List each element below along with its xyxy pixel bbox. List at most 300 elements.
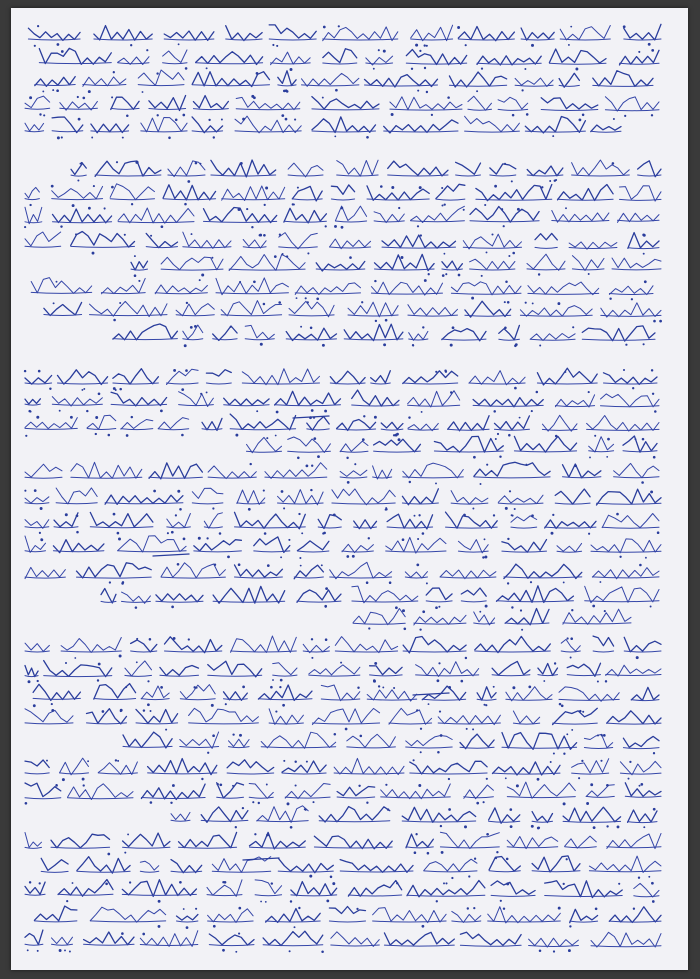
diacritic-dot <box>294 926 296 928</box>
diacritic-dot <box>570 657 572 659</box>
diacritic-dot <box>651 49 654 52</box>
handwriting-stroke <box>352 586 418 603</box>
handwriting-baseline <box>158 429 189 430</box>
diacritic-dot <box>500 900 502 902</box>
handwriting-stroke <box>286 328 336 340</box>
handwriting-baseline <box>44 676 112 677</box>
diacritic-dot <box>131 416 133 418</box>
handwriting-stroke <box>125 661 152 676</box>
diacritic-dot <box>485 704 487 706</box>
diacritic-dot <box>88 90 91 93</box>
handwriting-stroke <box>491 881 535 894</box>
handwriting-baseline <box>493 773 561 774</box>
handwriting-stroke <box>176 304 214 316</box>
diacritic-dot <box>263 303 266 306</box>
diacritic-dot <box>438 606 440 608</box>
diacritic-dot <box>184 203 187 206</box>
handwriting-stroke <box>340 470 367 476</box>
handwriting-stroke <box>446 512 498 528</box>
diacritic-dot <box>566 858 568 860</box>
diacritic-dot <box>80 163 82 165</box>
handwriting-stroke <box>335 637 397 653</box>
handwriting-stroke <box>555 395 594 407</box>
handwriting-stroke <box>589 856 661 872</box>
handwriting-stroke <box>456 162 481 174</box>
handwriting-baseline <box>465 131 520 132</box>
handwriting-stroke <box>90 512 153 527</box>
handwriting-baseline <box>237 503 265 504</box>
handwriting-stroke <box>515 78 553 87</box>
handwriting-stroke <box>572 160 630 175</box>
diacritic-dot <box>486 833 489 836</box>
handwriting-stroke <box>347 734 396 747</box>
diacritic-dot <box>393 687 395 689</box>
handwriting-baseline <box>442 269 463 270</box>
handwriting-stroke <box>381 784 451 799</box>
diacritic-dot <box>597 680 599 682</box>
handwriting-stroke <box>465 116 520 131</box>
handwriting-baseline <box>607 847 661 848</box>
diacritic-dot <box>408 416 410 418</box>
handwriting-baseline <box>303 651 329 652</box>
diacritic-dot <box>401 256 404 259</box>
handwriting-baseline <box>422 699 465 700</box>
diacritic-dot <box>349 256 352 259</box>
diacritic-dot <box>612 162 615 165</box>
handwriting-baseline <box>269 39 316 40</box>
handwriting-stroke <box>410 761 487 774</box>
handwriting-stroke <box>448 416 489 431</box>
handwriting-baseline <box>558 199 614 200</box>
handwriting-baseline <box>208 921 254 922</box>
diacritic-dot <box>374 662 377 665</box>
handwriting-stroke <box>513 711 539 724</box>
handwriting-baseline <box>146 247 177 248</box>
handwriting-stroke <box>289 301 334 317</box>
handwriting-baseline <box>438 723 500 724</box>
diacritic-dot <box>276 411 279 414</box>
diacritic-dot <box>119 655 122 658</box>
diacritic-dot <box>465 657 467 659</box>
diacritic-dot <box>341 226 344 229</box>
diacritic-dot <box>511 180 513 182</box>
diacritic-dot <box>168 136 170 138</box>
handwriting-baseline <box>593 651 614 652</box>
handwriting-stroke <box>193 96 228 109</box>
diacritic-dot <box>480 483 482 485</box>
diacritic-dot <box>248 508 251 511</box>
diacritic-dot <box>76 531 79 534</box>
handwriting-baseline <box>529 946 579 947</box>
diacritic-dot <box>448 686 451 689</box>
handwriting-baseline <box>387 527 433 528</box>
handwriting-stroke <box>323 49 357 63</box>
diacritic-dot <box>525 302 527 304</box>
handwriting-baseline <box>329 921 365 922</box>
diacritic-dot <box>115 759 117 761</box>
diacritic-dot <box>525 464 527 466</box>
handwriting-baseline <box>39 63 111 64</box>
handwriting-stroke <box>41 858 68 870</box>
handwriting-baseline <box>408 405 460 406</box>
diacritic-dot <box>254 833 256 835</box>
handwriting-stroke <box>587 416 659 432</box>
diacritic-dot <box>391 186 394 189</box>
diacritic-dot <box>313 416 315 418</box>
handwriting-baseline <box>591 946 661 947</box>
handwriting-baseline <box>434 451 503 452</box>
diacritic-dot <box>288 539 290 541</box>
diacritic-dot <box>521 89 523 91</box>
handwriting-baseline <box>410 773 487 774</box>
diacritic-dot <box>147 703 150 706</box>
handwriting-baseline <box>601 406 660 407</box>
diacritic-dot <box>552 514 554 516</box>
diacritic-dot <box>495 438 497 440</box>
handwriting-stroke <box>249 784 273 799</box>
handwriting-baseline <box>515 85 553 86</box>
diacritic-dot <box>238 208 241 211</box>
handwriting-stroke <box>591 932 661 947</box>
handwriting-stroke <box>408 305 458 316</box>
diacritic-dot <box>201 778 203 780</box>
diacritic-dot <box>326 899 329 902</box>
diacritic-dot <box>385 509 387 511</box>
diacritic-dot <box>506 882 509 885</box>
diacritic-dot <box>213 136 215 138</box>
diacritic-dot <box>275 711 277 713</box>
diacritic-dot <box>420 751 422 753</box>
handwriting-baseline <box>340 477 367 478</box>
diacritic-dot <box>61 50 64 53</box>
handwriting-baseline <box>498 503 543 504</box>
handwriting-stroke <box>593 71 653 87</box>
diacritic-dot <box>309 416 312 419</box>
handwriting-baseline <box>207 895 242 896</box>
handwriting-stroke <box>284 208 327 223</box>
handwriting-baseline <box>25 131 44 132</box>
handwriting-stroke <box>271 52 311 65</box>
diacritic-dot <box>532 302 534 304</box>
handwriting-stroke <box>434 436 503 452</box>
handwriting-stroke <box>25 760 49 768</box>
handwriting-baseline <box>271 63 311 64</box>
handwriting-stroke <box>192 488 223 498</box>
handwriting-stroke <box>495 416 530 430</box>
handwriting-baseline <box>25 651 49 652</box>
handwriting-stroke <box>520 306 592 317</box>
handwriting-stroke <box>607 711 661 724</box>
handwriting-stroke <box>25 643 49 651</box>
diacritic-dot <box>413 759 415 761</box>
diacritic-dot <box>402 609 405 612</box>
handwriting-baseline <box>371 383 391 384</box>
handwriting-stroke <box>160 666 199 676</box>
diacritic-dot <box>287 802 290 805</box>
diacritic-dot <box>33 704 36 707</box>
diacritic-dot <box>445 371 447 373</box>
diacritic-dot <box>207 752 209 754</box>
handwriting-stroke <box>288 163 323 177</box>
diacritic-dot <box>131 203 133 205</box>
diacritic-dot <box>570 637 573 640</box>
handwriting-stroke <box>164 31 214 40</box>
handwriting-stroke <box>278 490 324 505</box>
diacritic-dot <box>173 637 176 640</box>
handwriting-baseline <box>557 551 582 552</box>
handwriting-baseline <box>192 503 223 504</box>
diacritic-dot <box>211 257 213 259</box>
diacritic-dot <box>635 438 637 440</box>
handwriting-baseline <box>538 675 558 676</box>
diacritic-dot <box>183 908 185 910</box>
handwriting-baseline <box>25 847 42 848</box>
handwriting-stroke <box>58 880 113 897</box>
handwriting-baseline <box>373 921 447 922</box>
diacritic-dot <box>361 301 363 303</box>
handwriting-baseline <box>475 651 551 652</box>
handwriting-baseline <box>618 220 660 221</box>
diacritic-dot <box>150 710 152 712</box>
handwriting-stroke <box>552 211 609 223</box>
handwriting-stroke <box>221 301 281 316</box>
handwriting-baseline <box>77 871 130 872</box>
diacritic-dot <box>181 388 184 391</box>
diacritic-dot <box>563 883 565 885</box>
diacritic-dot <box>121 932 124 935</box>
diacritic-dot <box>382 686 384 688</box>
diacritic-dot <box>95 433 97 435</box>
diacritic-dot <box>378 49 380 51</box>
handwriting-baseline <box>587 429 659 430</box>
handwriting-stroke <box>167 369 199 384</box>
handwriting-baseline <box>567 675 600 676</box>
handwriting-stroke <box>25 187 39 198</box>
handwriting-stroke <box>612 258 661 268</box>
diacritic-dot <box>366 802 368 804</box>
handwriting-baseline <box>204 527 222 528</box>
handwriting-stroke <box>213 586 285 603</box>
handwriting-baseline <box>451 293 521 294</box>
handwriting-baseline <box>606 675 661 676</box>
handwriting-stroke <box>584 734 612 748</box>
handwriting-baseline <box>123 847 170 848</box>
diacritic-dot <box>420 234 422 236</box>
handwriting-stroke <box>229 739 250 747</box>
handwriting-stroke <box>553 708 598 724</box>
handwriting-lines <box>25 24 661 947</box>
diacritic-dot <box>552 135 554 137</box>
diacritic-dot <box>86 410 88 412</box>
diacritic-dot <box>193 686 195 688</box>
diacritic-dot <box>514 387 517 390</box>
handwriting-stroke <box>295 283 360 295</box>
diacritic-dot <box>311 409 314 412</box>
diacritic-dot <box>501 208 503 210</box>
diacritic-dot <box>311 638 313 640</box>
handwriting-stroke <box>177 915 198 921</box>
handwriting-baseline <box>602 527 659 528</box>
handwriting-baseline <box>231 651 297 652</box>
handwriting-stroke <box>208 466 256 479</box>
handwriting-stroke <box>77 563 152 578</box>
handwriting-stroke <box>90 907 165 922</box>
diacritic-dot <box>77 96 79 98</box>
diacritic-dot <box>46 760 48 762</box>
diacritic-dot <box>323 532 326 535</box>
handwriting-baseline <box>291 895 337 896</box>
handwriting-stroke <box>25 464 62 477</box>
handwriting-stroke <box>606 665 661 676</box>
handwriting-baseline <box>61 651 121 652</box>
diacritic-dot <box>187 180 190 183</box>
diacritic-dot <box>636 656 639 659</box>
handwriting-baseline <box>56 503 97 504</box>
diacritic-dot <box>250 463 252 465</box>
diacritic-dot <box>116 161 118 163</box>
handwriting-stroke <box>451 491 488 505</box>
handwriting-baseline <box>118 222 194 223</box>
diacritic-dot <box>281 490 284 493</box>
diacritic-dot <box>416 564 419 567</box>
handwriting-baseline <box>607 723 661 724</box>
handwriting-stroke <box>340 860 413 873</box>
handwriting-baseline <box>614 477 659 478</box>
diacritic-dot <box>503 225 505 227</box>
handwriting-baseline <box>563 623 631 624</box>
handwriting-baseline <box>235 131 301 132</box>
handwriting-stroke <box>502 540 547 553</box>
diacritic-dot <box>280 679 283 682</box>
diacritic-dot <box>175 514 177 516</box>
handwriting-baseline <box>507 797 575 798</box>
diacritic-dot <box>126 434 129 437</box>
handwriting-stroke <box>314 836 392 849</box>
handwriting-baseline <box>593 85 653 86</box>
handwriting-stroke <box>557 543 582 552</box>
handwriting-baseline <box>211 175 276 176</box>
handwriting-baseline <box>294 577 323 578</box>
handwriting-baseline <box>474 623 495 624</box>
handwriting-stroke <box>245 325 274 339</box>
diacritic-dot <box>270 686 273 689</box>
handwriting-stroke <box>25 399 40 404</box>
diacritic-dot <box>537 778 540 781</box>
diacritic-dot <box>135 161 138 164</box>
handwriting-baseline <box>25 477 62 478</box>
diacritic-dot <box>242 686 245 689</box>
handwriting-baseline <box>463 247 521 248</box>
diacritic-dot <box>29 204 31 206</box>
diacritic-dot <box>558 907 561 910</box>
handwriting-baseline <box>105 503 183 504</box>
diacritic-dot <box>142 933 145 936</box>
handwriting-stroke <box>353 609 405 625</box>
diacritic-dot <box>295 784 297 786</box>
handwriting-baseline <box>605 110 659 111</box>
diacritic-dot <box>606 784 609 787</box>
diacritic-dot <box>49 388 51 390</box>
diacritic-dot <box>161 225 164 228</box>
handwriting-stroke <box>25 497 49 503</box>
handwriting-baseline <box>407 895 485 896</box>
diacritic-dot <box>508 434 511 437</box>
handwriting-baseline <box>591 551 661 552</box>
diacritic-dot <box>644 280 647 283</box>
diacritic-dot <box>643 826 645 828</box>
handwriting-baseline <box>620 199 662 200</box>
diacritic-dot <box>415 44 418 47</box>
handwriting-stroke <box>291 882 337 896</box>
diacritic-dot <box>39 882 41 884</box>
diacritic-dot <box>77 179 79 181</box>
handwriting-stroke <box>309 665 360 675</box>
handwriting-stroke <box>470 259 515 269</box>
handwriting-stroke <box>179 832 237 847</box>
diacritic-dot <box>511 606 513 608</box>
handwriting-stroke <box>382 235 456 248</box>
diacritic-dot <box>396 882 398 884</box>
handwriting-baseline <box>331 945 380 946</box>
diacritic-dot <box>633 908 635 910</box>
handwriting-stroke <box>77 857 130 873</box>
diacritic-dot <box>354 463 356 465</box>
handwriting-baseline <box>561 651 580 652</box>
diacritic-dot <box>559 703 562 706</box>
diacritic-dot <box>640 783 643 786</box>
handwriting-stroke <box>121 420 153 430</box>
diacritic-dot <box>190 326 193 329</box>
handwriting-stroke <box>476 185 552 201</box>
handwriting-stroke <box>628 810 657 822</box>
handwriting-baseline <box>332 503 395 504</box>
diacritic-dot <box>514 508 516 510</box>
handwriting-stroke <box>297 541 329 551</box>
diacritic-dot <box>474 858 476 860</box>
handwriting-baseline <box>122 601 151 602</box>
handwriting-baseline <box>25 246 61 247</box>
handwriting-baseline <box>474 477 550 478</box>
handwriting-baseline <box>255 895 282 896</box>
diacritic-dot <box>551 532 554 535</box>
diacritic-dot <box>183 538 186 541</box>
diacritic-dot <box>211 704 214 707</box>
diacritic-dot <box>419 50 421 52</box>
diacritic-dot <box>37 25 39 27</box>
handwriting-baseline <box>456 175 481 176</box>
diacritic-dot <box>42 90 44 92</box>
handwriting-stroke <box>436 184 465 198</box>
handwriting-stroke <box>163 50 187 63</box>
handwriting-baseline <box>585 601 659 602</box>
diacritic-dot <box>444 253 446 255</box>
handwriting-baseline <box>634 896 659 897</box>
diacritic-dot <box>419 628 421 630</box>
diacritic-dot <box>335 89 338 92</box>
diacritic-dot <box>62 778 65 781</box>
handwriting-stroke <box>502 733 577 750</box>
diacritic-dot <box>643 343 645 345</box>
handwriting-stroke <box>44 302 82 315</box>
handwriting-stroke <box>572 759 609 773</box>
handwriting-stroke <box>475 636 551 652</box>
diacritic-dot <box>214 563 216 565</box>
diacritic-dot <box>606 825 608 827</box>
handwriting-baseline <box>171 871 202 872</box>
handwriting-baseline <box>235 527 306 528</box>
handwriting-stroke <box>141 118 187 132</box>
diacritic-dot <box>75 233 77 235</box>
